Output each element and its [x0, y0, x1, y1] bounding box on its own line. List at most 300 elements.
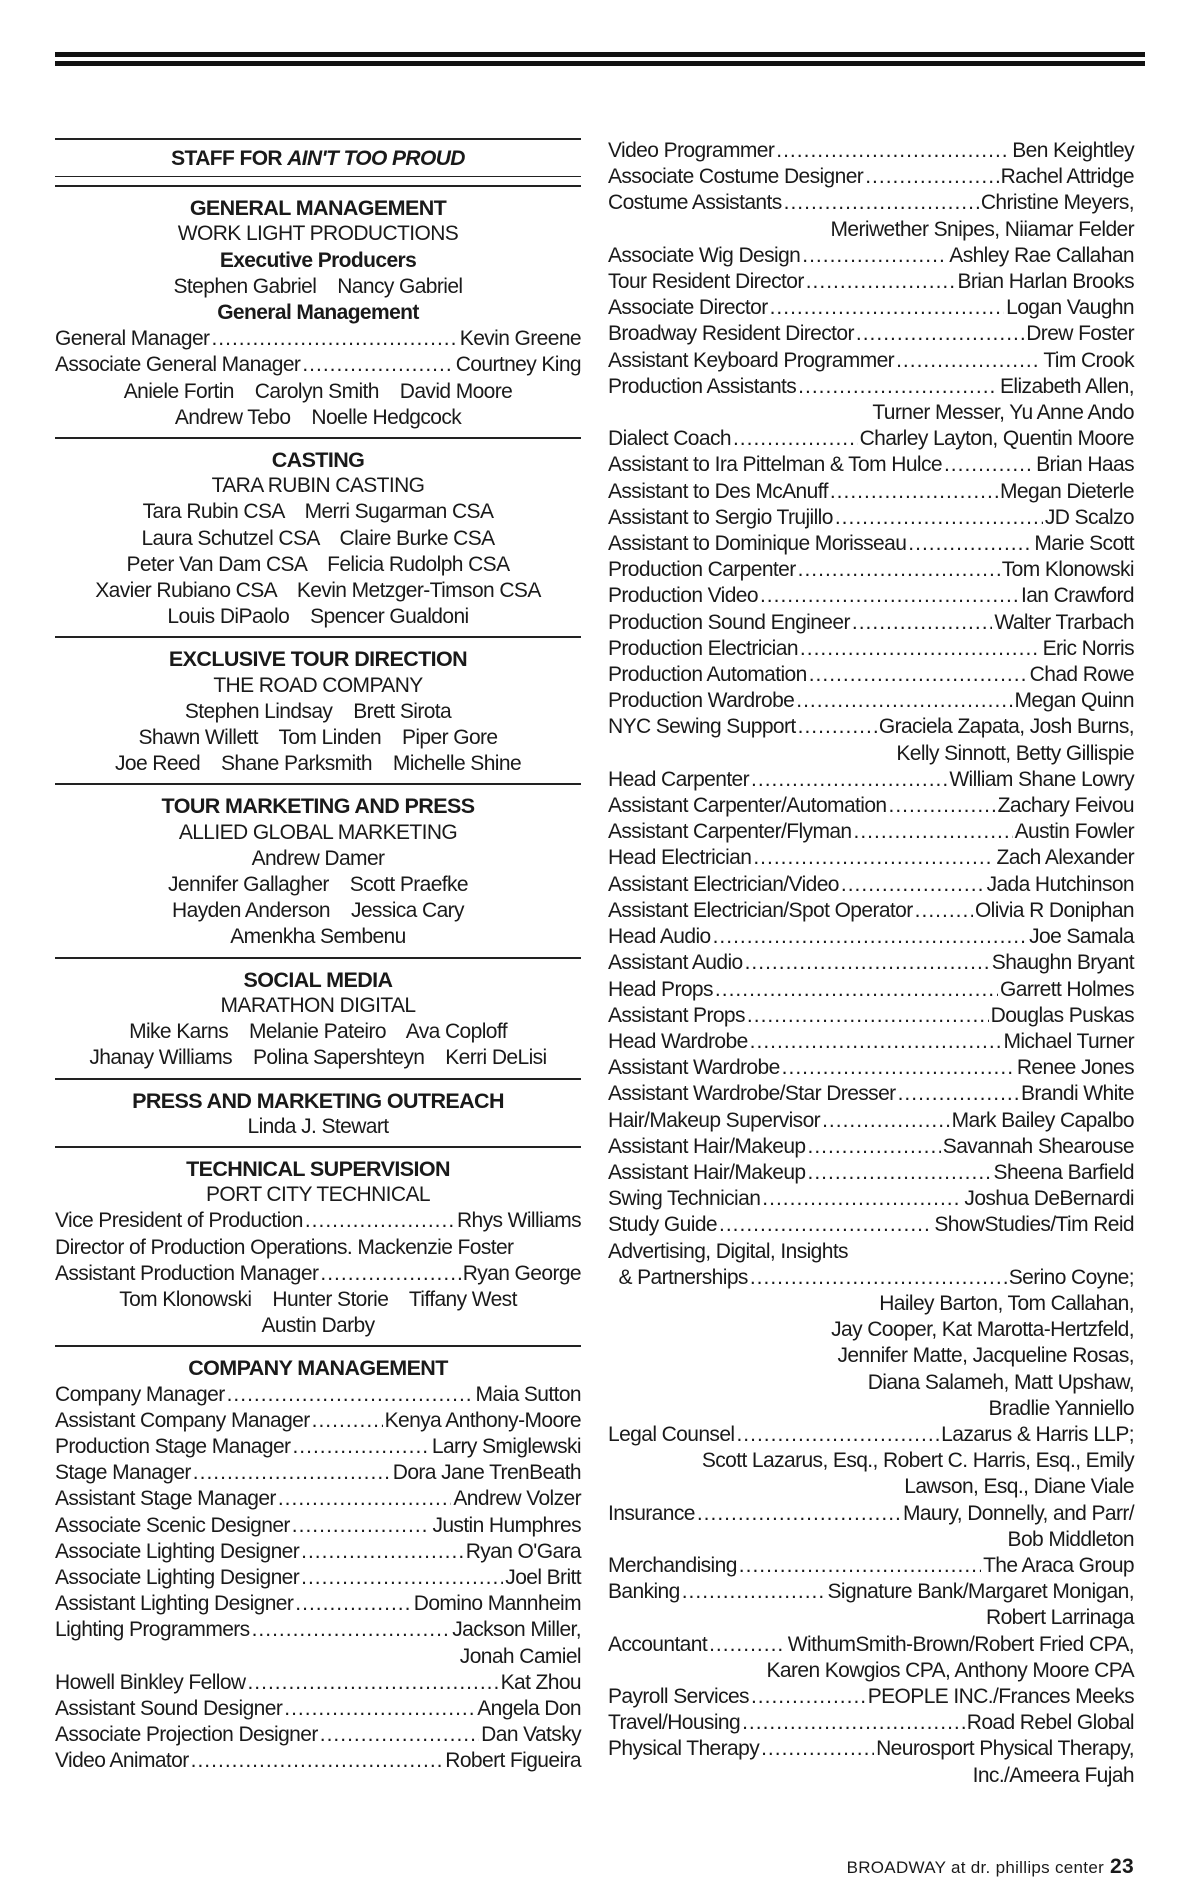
- leader-dots: [798, 374, 998, 400]
- credit-name: Graciela Zapata, Josh Burns,: [878, 715, 1134, 739]
- credit-role: Stage Manager: [55, 1461, 191, 1485]
- credit-role: Associate Director: [608, 296, 768, 320]
- names-line: Shawn Willett Tom Linden Piper Gore: [138, 726, 498, 750]
- credit-role: Payroll Services: [608, 1684, 749, 1708]
- leader-dots: [830, 479, 998, 505]
- credit-name: Drew Foster: [1026, 322, 1134, 346]
- leader-dots: [292, 1434, 429, 1460]
- credit-row: [608, 767, 1134, 793]
- names-line: Andrew Tebo Noelle Hedgcock: [174, 405, 462, 429]
- credit-name: Logan Vaughn: [1006, 296, 1134, 320]
- credit-name: Ashley Rae Callahan: [949, 243, 1134, 267]
- credit-name: Olivia R Doniphan: [974, 898, 1134, 922]
- credit-role: Assistant Production Manager: [55, 1261, 319, 1285]
- credit-role: Legal Counsel: [608, 1422, 735, 1446]
- credit-continuation: Bradlie Yanniello: [988, 1396, 1134, 1420]
- credit-row: [608, 164, 1134, 190]
- credit-row: [608, 1134, 1134, 1160]
- leader-dots: [807, 1160, 991, 1186]
- credit-name: Kenya Anthony-Moore: [384, 1408, 581, 1432]
- leader-dots: [841, 872, 985, 898]
- credit-name: Joe Samala: [1029, 925, 1134, 949]
- section-title: CASTING: [271, 448, 365, 473]
- leader-dots: [822, 1108, 950, 1134]
- credit-row: [608, 374, 1134, 400]
- credit-role: Company Manager: [55, 1382, 225, 1406]
- leader-dots: [898, 1081, 1019, 1107]
- credit-continuation: Lawson, Esq., Diane Viale: [904, 1475, 1134, 1499]
- credit-row: [55, 1696, 581, 1722]
- credit-row: [608, 950, 1134, 976]
- credit-name: Sheena Barfield: [993, 1160, 1134, 1184]
- right-column: [608, 138, 1134, 1789]
- credit-role: Howell Binkley Fellow: [55, 1670, 246, 1694]
- credit-role: Head Electrician: [608, 846, 752, 870]
- names-line: Tara Rubin CSA Merri Sugarman CSA: [142, 500, 494, 524]
- credit-name: JD Scalzo: [1044, 505, 1134, 529]
- leader-dots: [762, 1186, 962, 1212]
- leader-dots: [252, 1617, 451, 1643]
- staff-title: [55, 146, 581, 172]
- credit-name: PEOPLE INC./Frances Meeks: [867, 1684, 1134, 1708]
- credit-row: [608, 845, 1134, 871]
- credit-role: Production Video: [608, 584, 758, 608]
- leader-dots: [856, 321, 1024, 347]
- leader-dots: [284, 1696, 475, 1722]
- section-company-management: [55, 1345, 581, 1774]
- leader-dots: [751, 1684, 866, 1710]
- credit-row: [608, 610, 1134, 636]
- credit-row: [608, 1710, 1134, 1736]
- credit-name: Eric Norris: [1042, 636, 1134, 660]
- credit-name: Tom Klonowski: [1001, 558, 1134, 582]
- credit-role: Assistant to Sergio Trujillo: [608, 505, 833, 529]
- section-company: ALLIED GLOBAL MARKETING: [178, 820, 458, 844]
- leader-dots: [908, 531, 1032, 557]
- section-company: MARATHON DIGITAL: [220, 993, 416, 1017]
- credit-row: [608, 793, 1134, 819]
- section-company: TARA RUBIN CASTING: [211, 474, 425, 498]
- credit-role: Insurance: [608, 1501, 695, 1525]
- credit-name: Neurosport Physical Therapy,: [876, 1737, 1134, 1761]
- credit-row: [608, 531, 1134, 557]
- credit-row: [55, 1382, 581, 1408]
- section-title: EXCLUSIVE TOUR DIRECTION: [168, 647, 468, 672]
- credit-name: Mark Bailey Capalbo: [951, 1108, 1134, 1132]
- leader-dots: [715, 977, 998, 1003]
- credit-row: [55, 1434, 581, 1460]
- credit-role: Accountant: [608, 1632, 708, 1656]
- top-double-rule: [55, 52, 1145, 66]
- leader-dots: [852, 610, 993, 636]
- section-company: THE ROAD COMPANY: [213, 673, 423, 697]
- leader-dots: [719, 1212, 932, 1238]
- credit-name: Brian Haas: [1036, 453, 1134, 477]
- credit-name: Douglas Puskas: [990, 1003, 1134, 1027]
- credit-role: Associate Lighting Designer: [55, 1565, 300, 1589]
- credit-row: [55, 1408, 581, 1434]
- credit-row: [55, 1460, 581, 1486]
- credit-role: Swing Technician: [608, 1187, 761, 1211]
- names-line: Andrew Damer: [251, 846, 385, 870]
- names-line: Stephen Lindsay Brett Sirota: [184, 699, 452, 723]
- leader-dots: [682, 1579, 826, 1605]
- credit-role: Assistant Keyboard Programmer: [608, 348, 895, 372]
- credit-role: & Partnerships: [608, 1265, 748, 1289]
- leader-dots: [802, 243, 947, 269]
- credit-name: The Araca Group: [983, 1553, 1134, 1577]
- credit-role: Head Wardrobe: [608, 1029, 748, 1053]
- section-tour-marketing-and-press: [55, 783, 581, 950]
- leader-dots: [750, 1029, 1002, 1055]
- credit-row: [608, 452, 1134, 478]
- credit-row: [55, 1670, 581, 1696]
- leader-dots: [709, 1632, 786, 1658]
- credit-name: Tim Crook: [1043, 348, 1134, 372]
- leader-dots: [753, 845, 994, 871]
- leader-dots: [739, 1553, 981, 1579]
- leader-dots: [796, 688, 1012, 714]
- credit-role: Banking: [608, 1580, 680, 1604]
- credit-role: Vice President of Production: [55, 1209, 303, 1233]
- credit-row: [608, 714, 1134, 740]
- credit-row: [55, 1591, 581, 1617]
- credit-continuation: Karen Kowgios CPA, Anthony Moore CPA: [766, 1658, 1134, 1682]
- section-casting: [55, 437, 581, 630]
- credit-role: Assistant Lighting Designer: [55, 1592, 294, 1616]
- credit-row: [608, 688, 1134, 714]
- credit-role: Assistant Carpenter/Automation: [608, 794, 887, 818]
- show-title: AIN'T TOO PROUD: [287, 147, 465, 170]
- credit-role: Assistant Wardrobe/Star Dresser: [608, 1082, 896, 1106]
- credit-role: Assistant Audio: [608, 951, 743, 975]
- credit-role: Production Assistants: [608, 374, 797, 398]
- credit-row: [608, 1501, 1134, 1527]
- credit-row: [55, 352, 581, 378]
- credit-row: [608, 295, 1134, 321]
- credit-name: Maia Sutton: [475, 1382, 581, 1406]
- credit-role: Assistant Carpenter/Flyman: [608, 820, 852, 844]
- names-line: Austin Darby: [261, 1314, 375, 1338]
- credit-name: Charley Layton, Quentin Moore: [859, 427, 1134, 451]
- section-technical-supervision: [55, 1146, 581, 1339]
- credit-continuation: Inc./Ameera Fujah: [972, 1763, 1134, 1787]
- credit-row: [608, 321, 1134, 347]
- leader-dots: [798, 557, 1000, 583]
- credit-role: Assistant to Ira Pittelman & Tom Hulce: [608, 453, 942, 477]
- credit-role: Assistant Props: [608, 1003, 745, 1027]
- credit-role: Lighting Programmers: [55, 1618, 250, 1642]
- credit-role: Associate General Manager: [55, 353, 301, 377]
- credit-row: [608, 557, 1134, 583]
- credit-role: Head Audio: [608, 925, 711, 949]
- credit-name: Ben Keightley: [1012, 139, 1134, 162]
- leader-dots: [211, 326, 457, 352]
- leader-dots: [302, 352, 453, 378]
- leader-dots: [800, 636, 1041, 662]
- names-line: Aniele Fortin Carolyn Smith David Moore: [123, 379, 513, 403]
- credit-name: Domino Mannheim: [413, 1592, 581, 1616]
- leader-dots: [798, 714, 877, 740]
- credit-name: ShowStudies/Tim Reid: [934, 1213, 1134, 1237]
- credit-continuation: Scott Lazarus, Esq., Robert C. Harris, Esq., Emily: [701, 1449, 1134, 1473]
- credit-name: Ian Crawford: [1020, 584, 1134, 608]
- credit-row: [55, 1539, 581, 1565]
- credit-row: [608, 1553, 1134, 1579]
- credit-role: Assistant Wardrobe: [608, 1056, 780, 1080]
- credit-continuation: Jay Cooper, Kat Marotta-Hertzfeld,: [831, 1318, 1134, 1342]
- leader-dots: [305, 1208, 455, 1234]
- leader-dots: [320, 1722, 479, 1748]
- credit-row: [608, 269, 1134, 295]
- credit-role: Broadway Resident Director: [608, 322, 854, 346]
- names-line: Louis DiPaolo Spencer Gualdoni: [167, 605, 469, 629]
- credit-row: [608, 1632, 1134, 1658]
- credit-row: [55, 1748, 581, 1774]
- section-company: Linda J. Stewart: [247, 1114, 389, 1138]
- credit-row: [608, 1579, 1134, 1605]
- leader-dots: [865, 164, 998, 190]
- leader-dots: [806, 269, 956, 295]
- leader-dots: [944, 452, 1034, 478]
- credit-name: Marie Scott: [1034, 532, 1134, 556]
- credit-name: Elizabeth Allen,: [1000, 374, 1134, 398]
- credit-role: Production Carpenter: [608, 558, 796, 582]
- credit-name: William Shane Lowry: [949, 767, 1134, 791]
- credit-name: Courtney King: [455, 353, 581, 377]
- credit-name: WithumSmith-Brown/Robert Fried CPA,: [787, 1632, 1134, 1656]
- section-title: TOUR MARKETING AND PRESS: [161, 794, 475, 819]
- credit-row: [608, 1212, 1134, 1238]
- section-title: TECHNICAL SUPERVISION: [186, 1156, 450, 1181]
- credit-row: [608, 1736, 1134, 1762]
- credit-row: [55, 1261, 581, 1287]
- staff-header: [55, 138, 581, 177]
- leader-dots: [896, 348, 1041, 374]
- credit-role: Assistant to Dominique Morisseau: [608, 532, 907, 556]
- credit-line: Advertising, Digital, Insights: [608, 1239, 848, 1263]
- credit-role: Hair/Makeup Supervisor: [608, 1108, 821, 1132]
- credit-role: General Manager: [55, 327, 210, 351]
- leader-dots: [751, 767, 947, 793]
- credit-role: Production Wardrobe: [608, 689, 795, 713]
- names-line: Mike Karns Melanie Pateiro Ava Coploff: [129, 1020, 507, 1044]
- leader-dots: [697, 1501, 901, 1527]
- credit-name: Dora Jane TrenBeath: [392, 1461, 581, 1485]
- leader-dots: [835, 505, 1043, 531]
- credit-name: Rhys Williams: [456, 1209, 581, 1233]
- credit-row: [608, 872, 1134, 898]
- leader-dots: [736, 1422, 939, 1448]
- staff-title-prefix: STAFF FOR: [171, 147, 288, 170]
- credit-name: Ryan O'Gara: [465, 1539, 581, 1563]
- credit-name: Garrett Holmes: [1000, 977, 1134, 1001]
- credit-continuation: Robert Larrinaga: [986, 1606, 1134, 1630]
- leader-dots: [807, 1134, 940, 1160]
- credit-role: Assistant to Des McAnuff: [608, 479, 828, 503]
- names-line: Stephen Gabriel Nancy Gabriel: [173, 274, 463, 298]
- credit-row: [608, 1029, 1134, 1055]
- credit-continuation: Kelly Sinnott, Betty Gillispie: [896, 741, 1134, 765]
- credit-name: Megan Quinn: [1014, 689, 1134, 713]
- leader-dots: [301, 1565, 503, 1591]
- credit-role: Production Automation: [608, 663, 807, 687]
- credit-role: Assistant Sound Designer: [55, 1696, 283, 1720]
- subheading: Executive Producers: [219, 248, 417, 272]
- section-exclusive-tour-direction: [55, 636, 581, 777]
- credit-name: Joshua DeBernardi: [964, 1187, 1134, 1211]
- leader-dots: [278, 1486, 452, 1512]
- leader-dots: [770, 295, 1005, 321]
- credit-row: [55, 1486, 581, 1512]
- credit-role: Associate Wig Design: [608, 243, 801, 267]
- names-line: Joe Reed Shane Parksmith Michelle Shine: [114, 752, 522, 776]
- credit-role: Assistant Electrician/Video: [608, 872, 839, 896]
- credit-name: Zach Alexander: [996, 846, 1134, 870]
- credit-name: Signature Bank/Margaret Monigan,: [827, 1580, 1134, 1604]
- credit-role: Assistant Stage Manager: [55, 1487, 276, 1511]
- credit-row: [608, 243, 1134, 269]
- credit-row: [608, 898, 1134, 924]
- credit-continuation: Turner Messer, Yu Anne Ando: [872, 401, 1134, 425]
- credit-name: Serino Coyne;: [1008, 1265, 1134, 1289]
- credit-role: Production Electrician: [608, 636, 798, 660]
- credit-row: [608, 1186, 1134, 1212]
- credit-role: Assistant Company Manager: [55, 1408, 310, 1432]
- credit-row: [608, 479, 1134, 505]
- credit-row: [608, 426, 1134, 452]
- credit-row: [608, 1081, 1134, 1107]
- credit-name: Shaughn Bryant: [991, 951, 1134, 975]
- credit-row: [608, 924, 1134, 950]
- credit-row: [608, 1003, 1134, 1029]
- credit-name: Lazarus & Harris LLP;: [941, 1422, 1134, 1446]
- credit-role: Associate Scenic Designer: [55, 1513, 290, 1537]
- credit-row: [608, 138, 1134, 164]
- credit-row: [55, 1208, 581, 1234]
- credit-name: Zachary Feivou: [997, 794, 1134, 818]
- credit-row: [608, 583, 1134, 609]
- credit-name: Kevin Greene: [459, 327, 581, 351]
- section-title: GENERAL MANAGEMENT: [189, 196, 447, 221]
- footer-venue: BROADWAY at dr. phillips center: [846, 1858, 1105, 1877]
- credit-continuation: Jennifer Matte, Jacqueline Rosas,: [837, 1344, 1134, 1368]
- credit-continuation: Diana Salameh, Matt Upshaw,: [867, 1370, 1134, 1394]
- credit-role: NYC Sewing Support: [608, 715, 796, 739]
- section-general-management: [55, 185, 581, 431]
- credit-role: Assistant Electrician/Spot Operator: [608, 898, 913, 922]
- credit-name: Walter Trarbach: [994, 610, 1134, 634]
- credit-row: [55, 1565, 581, 1591]
- page-footer: [847, 1855, 1134, 1879]
- credit-row: [608, 190, 1134, 216]
- credit-continuation: Jonah Camiel: [459, 1644, 581, 1668]
- leader-dots: [750, 1265, 1007, 1291]
- credit-name: Maury, Donnelly, and Parr/: [902, 1501, 1134, 1525]
- credit-row: [608, 1684, 1134, 1710]
- credit-row: [608, 636, 1134, 662]
- credit-name: Austin Fowler: [1014, 820, 1134, 844]
- credit-name: Renee Jones: [1016, 1056, 1134, 1080]
- credit-role: Assistant Hair/Makeup: [608, 1160, 806, 1184]
- credit-name: Ryan George: [462, 1261, 581, 1285]
- credit-name: Jada Hutchinson: [986, 872, 1134, 896]
- section-company: WORK LIGHT PRODUCTIONS: [177, 222, 459, 246]
- section-title: COMPANY MANAGEMENT: [188, 1356, 448, 1381]
- credit-row: [608, 1422, 1134, 1448]
- credit-row: [608, 662, 1134, 688]
- credit-name: Chad Rowe: [1029, 663, 1134, 687]
- credit-name: Angela Don: [477, 1696, 581, 1720]
- credit-name: Megan Dieterle: [999, 479, 1134, 503]
- names-line: Hayden Anderson Jessica Cary: [172, 899, 464, 923]
- credit-name: Rachel Attridge: [1000, 165, 1134, 189]
- leader-dots: [292, 1513, 431, 1539]
- credit-name: Dan Vatsky: [481, 1723, 581, 1747]
- credit-role: Associate Projection Designer: [55, 1723, 318, 1747]
- credit-row: [608, 1160, 1134, 1186]
- leader-dots: [295, 1591, 411, 1617]
- leader-dots: [191, 1748, 444, 1774]
- credit-name: Savannah Shearouse: [942, 1134, 1134, 1158]
- leader-dots: [227, 1382, 474, 1408]
- credit-role: Production Sound Engineer: [608, 610, 850, 634]
- leader-dots: [761, 1736, 874, 1762]
- names-line: Amenkha Sembenu: [230, 925, 406, 949]
- page-number: 23: [1110, 1855, 1134, 1878]
- leader-dots: [742, 1710, 965, 1736]
- credit-row: [55, 1617, 581, 1643]
- section-title: PRESS AND MARKETING OUTREACH: [132, 1088, 504, 1113]
- names-line: Laura Schutzel CSA Claire Burke CSA: [141, 526, 495, 550]
- names-line: Jhanay Williams Polina Sapershteyn Kerri DeLisi: [89, 1046, 547, 1070]
- credit-role: Video Programmer: [608, 139, 775, 162]
- credit-line: Director of Production Operations. Mackenzie Foster: [55, 1235, 514, 1259]
- credit-name: Jackson Miller,: [452, 1618, 581, 1642]
- names-line: Jennifer Gallagher Scott Praefke: [168, 873, 468, 897]
- credit-row: [608, 505, 1134, 531]
- credit-name: Michael Turner: [1003, 1029, 1134, 1053]
- leader-dots: [312, 1408, 383, 1434]
- credit-role: Tour Resident Director: [608, 270, 804, 294]
- credit-name: Robert Figueira: [445, 1749, 581, 1773]
- leader-dots: [301, 1539, 464, 1565]
- leader-dots: [745, 950, 990, 976]
- names-line: Xavier Rubiano CSA Kevin Metzger-Timson CSA: [95, 579, 541, 603]
- credit-name: Christine Meyers,: [980, 191, 1134, 215]
- credit-role: Associate Lighting Designer: [55, 1539, 300, 1563]
- credit-role: Merchandising: [608, 1553, 737, 1577]
- leader-dots: [888, 793, 995, 819]
- leader-dots: [854, 819, 1013, 845]
- credit-row: [608, 1265, 1134, 1291]
- leader-dots: [747, 1003, 989, 1029]
- credit-row: [55, 326, 581, 352]
- section-title: SOCIAL MEDIA: [243, 967, 393, 992]
- credit-continuation: Hailey Barton, Tom Callahan,: [879, 1291, 1134, 1315]
- credit-continuation: Meriwether Snipes, Niiamar Felder: [830, 217, 1134, 241]
- credit-name: Road Rebel Global: [966, 1711, 1134, 1735]
- leader-dots: [784, 190, 979, 216]
- credit-name: Joel Britt: [505, 1565, 581, 1589]
- credit-row: [55, 1513, 581, 1539]
- credit-role: Costume Assistants: [608, 191, 782, 215]
- names-line: Tom Klonowski Hunter Storie Tiffany West: [119, 1287, 517, 1311]
- section-press-and-marketing-outreach: [55, 1078, 581, 1140]
- credit-name: Justin Humphres: [432, 1513, 581, 1537]
- credit-row: [608, 348, 1134, 374]
- leader-dots: [760, 583, 1019, 609]
